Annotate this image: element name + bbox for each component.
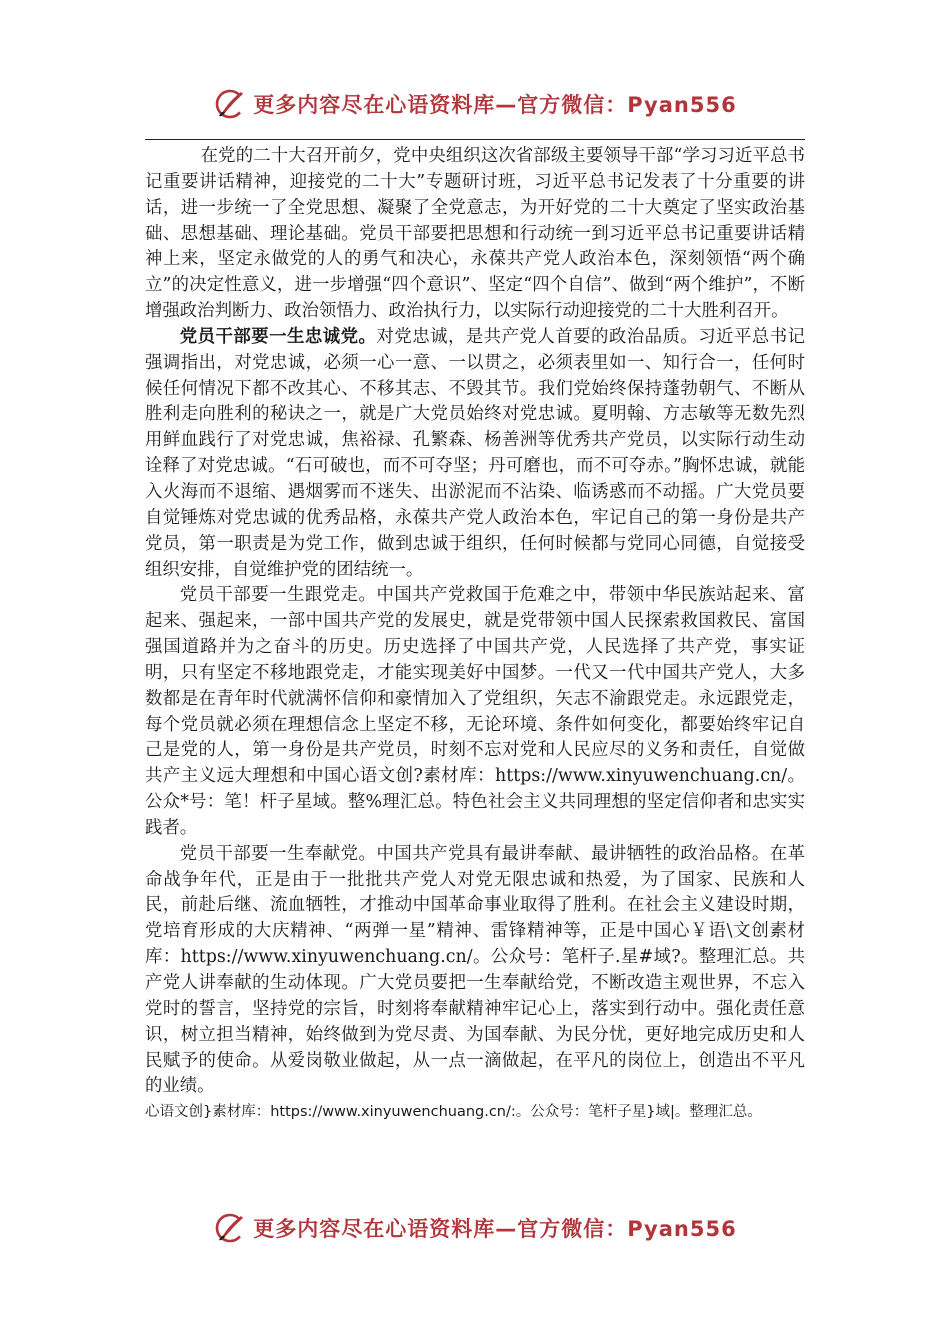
paragraph-loyalty — [145, 325, 805, 583]
paragraph-intro: 在党的二十大召开前夕，党中央组织这次省部级主要领导干部“学习习近平总书记重要讲话精神，迎接党的二十大”专题研讨班，习近平总书记发表了十分重要的讲话，进一步统一了全党思想、凝聚了全党意志，为开好党的二十大奠定了坚实政治基础、思想基础、理论基础。党员干部要把思想和行动统一到习近平总书记重要讲话精神上来，坚定永做党的人的勇气和决心，永葆共产党人政治本色，深刻领悟“两个确立”的决定性意义，进一步增强“四个意识”、坚定“四个自信”、做到“两个维护”，不断增强政治判断力、政治领悟力、政治执行力，以实际行动迎接党的二十大胜利召开。 — [145, 146, 805, 322]
brush-logo-icon — [213, 87, 247, 121]
paragraph-dedication: 党员干部要一生奉献党。中国共产党具有最讲奉献、最讲牺牲的政治品格。在革命战争年代，正是由于一批批共产党人对党无限忠诚和热爱，为了国家、民族和人民，前赴后继、流血牺牲，才推动中国革命事业取得了胜利。在社会主义建设时期，党培育形成的大庆精神、“两弹一星”精神、雷锋精神等，正是中国心￥语\文创素材库：https://www.xinyuwenchuang.cn/。公众号：笔杆子.星#域?。整理汇总。共产党人讲奉献的生动体现。广大党员要把一生奉献给党，不断改造主观世界，不忘入党时的誓言，坚持党的宗旨，时刻将奉献精神牢记心上，落实到行动中。强化责任意识，树立担当精神，始终做到为党尽责、为国奉献、为民分忧，更好地完成历史和人民赋予的使命。从爱岗敬业做起，从一点一滴做起，在平凡的岗位上，创造出不平凡的业绩。 — [145, 843, 805, 1097]
article-body — [145, 144, 805, 1124]
header-banner-text: 更多内容尽在心语资料库—官方微信：Pyan556 — [253, 93, 737, 117]
source-attribution: 心语文创}素材库：https://www.xinyuwenchuang.cn/:。公众号：笔杆子星}域|。整理汇总。 — [145, 1104, 762, 1121]
paragraph-loyalty-heading: 党员干部要一生忠诚党。 — [179, 326, 377, 347]
paragraph-follow-party: 党员干部要一生跟党走。中国共产党救国于危难之中，带领中华民族站起来、富起来、强起来，一部中国共产党的发展史，就是党带领中国人民探索救国救民、富国强国道路并为之奋斗的历史。历史选择了中国共产党，人民选择了共产党，事实证明，只有坚定不移地跟党走，才能实现美好中国梦。一代又一代中国共产党人，大多数都是在青年时代就满怀信仰和豪情加入了党组织，矢志不渝跟党走。永远跟党走，每个党员就必须在理想信念上坚定不移，无论环境、条件如何变化，都要始终牢记自己是党的人，第一身份是共产党员，时刻不忘对党和人民应尽的义务和责任，自觉做共产主义远大理想和中国心语文创?素材库：https://www.xinyuwenchuang.cn/。公众*号：笔！杆子星域。整%理汇总。特色社会主义共同理想的坚定信仰者和忠实实践者。 — [145, 585, 805, 838]
header-banner — [0, 84, 950, 124]
footer-banner — [0, 1208, 950, 1248]
footer-banner-text: 更多内容尽在心语资料库—官方微信：Pyan556 — [253, 1217, 737, 1241]
header-divider — [145, 139, 805, 140]
paragraph-loyalty-body: 对党忠诚，是共产党人首要的政治品质。习近平总书记强调指出，对党忠诚，必须一心一意、一以贯之，必须表里如一、知行合一，任何时候任何情况下都不改其心、不移其志、不毁其节。我们党始终保持蓬勃朝气、不断从胜利走向胜利的秘诀之一，就是广大党员始终对党忠诚。夏明翰、方志敏等无数先烈用鲜血践行了对党忠诚，焦裕禄、孔繁森、杨善洲等优秀共产党员，以实际行动生动诠释了对党忠诚。“石可破也，而不可夺坚；丹可磨也，而不可夺赤。”胸怀忠诚，就能入火海而不退缩、遇烟雾而不迷失、出淤泥而不沾染、临诱惑而不动摇。广大党员要自觉锤炼对党忠诚的优秀品格，永葆共产党人政治本色，牢记自己的第一身份是共产党员，第一职责是为党工作，做到忠诚于组织，任何时候都与党同心同德，自觉接受组织安排，自觉维护党的团结统一。 — [145, 326, 805, 580]
brush-logo-icon — [213, 1211, 247, 1245]
